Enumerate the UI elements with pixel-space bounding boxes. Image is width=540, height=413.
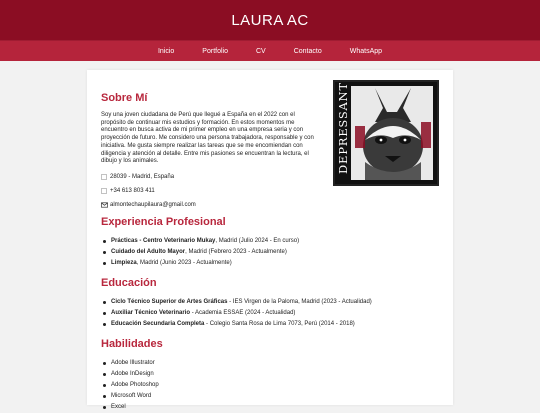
location-icon bbox=[101, 174, 107, 180]
email-icon bbox=[101, 202, 107, 208]
skills-section bbox=[101, 338, 439, 413]
item-title: Educación Secundaria Completa bbox=[111, 320, 205, 327]
item-detail: - Academia ESSAE (2024 - Actualidad) bbox=[190, 309, 296, 316]
about-heading: Sobre Mí bbox=[101, 92, 148, 104]
nav-contacto[interactable]: Contacto bbox=[293, 47, 322, 55]
content-card bbox=[87, 70, 453, 410]
nav-inicio[interactable]: Inicio bbox=[157, 47, 175, 55]
list-item: Adobe Illustrator bbox=[101, 358, 439, 369]
skills-heading: Habilidades bbox=[101, 337, 163, 350]
education-section bbox=[101, 277, 439, 330]
experience-section bbox=[101, 216, 439, 269]
phone-text: +34 613 803 411 bbox=[110, 187, 155, 194]
about-text: Soy una joven ciudadana de Perú que llegué a España en el 2022 con el propósito de continuar mis estudios y formación. En estos momentos me encuentro en busca activa de mi primer empleo en una empresa seria y con proyección de futuro. Me considero una persona trabajadora, responsable y con iniciativa. Me gusta siempre realizar las tareas que se me encomiendan con diligencia y atención al detalle. Entre mis pasiones se encuentran la lectura, el dibujo y los animales. bbox=[101, 112, 314, 165]
item-title: Ciclo Técnico Superior de Artes Gráficas bbox=[111, 298, 228, 305]
phone-icon bbox=[101, 188, 107, 194]
list-item bbox=[101, 308, 439, 319]
education-list bbox=[101, 297, 439, 330]
experience-list bbox=[101, 236, 439, 269]
item-detail: - Colegio Santa Rosa de Lima 7073, Perú (2014 - 2018) bbox=[204, 320, 355, 327]
item-detail: - IES Virgen de la Paloma, Madrid (2023 - Actualidad) bbox=[227, 298, 372, 305]
nav-portfolio[interactable]: Portfolio bbox=[202, 47, 228, 55]
list-item bbox=[101, 319, 439, 330]
photo-vertical-text: DEPRESSANT bbox=[336, 82, 350, 174]
email-link[interactable]: almontechaupilaura@gmail.com bbox=[110, 201, 196, 208]
site-header bbox=[0, 0, 540, 40]
site-title: LAURA AC bbox=[231, 11, 309, 29]
location-text: 28039 - Madrid, España bbox=[110, 173, 175, 180]
list-item bbox=[101, 236, 439, 247]
main-nav bbox=[0, 40, 540, 61]
list-item: Excel bbox=[101, 402, 439, 413]
item-detail: , Madrid (Julio 2024 - En curso) bbox=[215, 237, 300, 244]
education-heading: Educación bbox=[101, 276, 157, 289]
item-detail: , Madrid (Febrero 2023 - Actualmente) bbox=[185, 248, 287, 255]
list-item bbox=[101, 297, 439, 308]
item-title: Cuidado del Adulto Mayor bbox=[111, 248, 186, 255]
list-item bbox=[101, 258, 439, 269]
list-item: Adobe InDesign bbox=[101, 369, 439, 380]
phone-line bbox=[101, 188, 439, 194]
item-detail: , Madrid (Junio 2023 - Actualmente) bbox=[136, 259, 232, 266]
nav-whatsapp[interactable]: WhatsApp bbox=[349, 47, 383, 55]
list-item: Microsoft Word bbox=[101, 391, 439, 402]
item-title: Prácticas - Centro Veterinario Mukay bbox=[111, 237, 216, 244]
item-title: Limpieza bbox=[111, 259, 137, 266]
nav-cv[interactable]: CV bbox=[255, 47, 266, 55]
list-item bbox=[101, 247, 439, 258]
about-section bbox=[101, 82, 439, 208]
email-line bbox=[101, 202, 439, 208]
experience-heading: Experiencia Profesional bbox=[101, 215, 226, 228]
item-title: Auxiliar Técnico Veterinario bbox=[111, 309, 191, 316]
profile-photo bbox=[333, 80, 439, 186]
skills-list bbox=[101, 358, 439, 413]
list-item: Adobe Photoshop bbox=[101, 380, 439, 391]
